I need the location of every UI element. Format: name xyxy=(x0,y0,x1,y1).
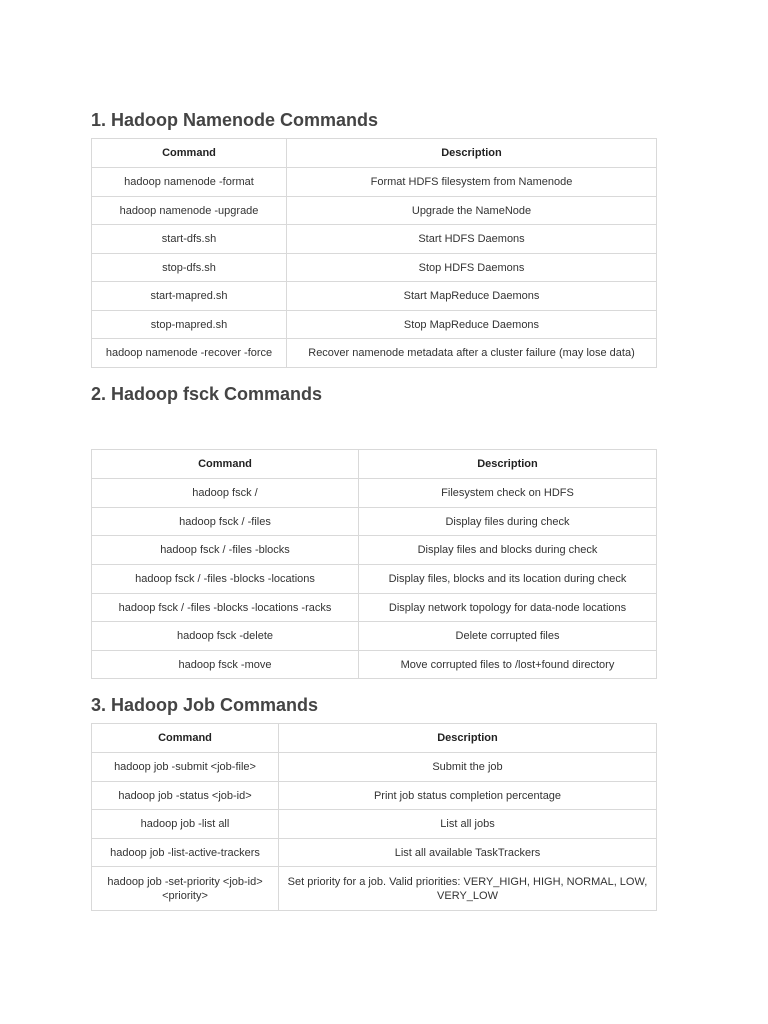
command-cell: hadoop fsck / -files -blocks -locations xyxy=(92,565,359,594)
command-cell: hadoop fsck -delete xyxy=(92,622,359,651)
section-title-fsck: 2. Hadoop fsck Commands xyxy=(91,384,323,404)
table-row xyxy=(92,867,657,911)
command-cell: hadoop namenode -format xyxy=(92,168,287,197)
table-header-row xyxy=(92,139,657,168)
table-row xyxy=(92,311,657,339)
command-cell: hadoop fsck -move xyxy=(92,651,359,679)
description-cell: Display files and blocks during check xyxy=(359,536,657,565)
description-cell: Stop MapReduce Daemons xyxy=(287,311,657,339)
table-row xyxy=(92,282,657,311)
description-cell: Submit the job xyxy=(279,753,657,782)
description-cell: Stop HDFS Daemons xyxy=(287,254,657,282)
description-cell: Print job status completion percentage xyxy=(279,782,657,810)
command-cell: hadoop namenode -upgrade xyxy=(92,197,287,225)
column-header-command: Command xyxy=(92,724,279,753)
description-cell: List all jobs xyxy=(279,810,657,839)
column-header-description: Description xyxy=(279,724,657,753)
section-title-job: 3. Hadoop Job Commands xyxy=(91,695,319,715)
table-header-row xyxy=(92,450,657,479)
table-row xyxy=(92,810,657,839)
table-row xyxy=(92,622,657,651)
table-row xyxy=(92,508,657,536)
command-cell: start-dfs.sh xyxy=(92,225,287,254)
table-row xyxy=(92,565,657,594)
command-cell: hadoop job -status <job-id> xyxy=(92,782,279,810)
command-cell: stop-mapred.sh xyxy=(92,311,287,339)
description-cell: Set priority for a job. Valid priorities: VERY_HIGH, HIGH, NORMAL, LOW, VERY_LOW xyxy=(279,867,657,911)
table-row xyxy=(92,782,657,810)
job-commands-table xyxy=(91,723,657,911)
command-cell: hadoop namenode -recover -force xyxy=(92,339,287,368)
section-title-namenode: 1. Hadoop Namenode Commands xyxy=(91,110,379,130)
table-row xyxy=(92,839,657,867)
command-cell: start-mapred.sh xyxy=(92,282,287,311)
description-cell: Recover namenode metadata after a cluster failure (may lose data) xyxy=(287,339,657,368)
description-cell: Display network topology for data-node locations xyxy=(359,594,657,622)
column-header-description: Description xyxy=(359,450,657,479)
table-row xyxy=(92,753,657,782)
description-cell: Move corrupted files to /lost+found directory xyxy=(359,651,657,679)
command-cell: hadoop job -set-priority <job-id> <priority> xyxy=(92,867,279,911)
column-header-command: Command xyxy=(92,450,359,479)
command-cell: hadoop job -list all xyxy=(92,810,279,839)
command-cell: hadoop job -list-active-trackers xyxy=(92,839,279,867)
command-cell: hadoop job -submit <job-file> xyxy=(92,753,279,782)
table-row xyxy=(92,197,657,225)
description-cell: Display files during check xyxy=(359,508,657,536)
description-cell: Display files, blocks and its location during check xyxy=(359,565,657,594)
table-header-row xyxy=(92,724,657,753)
command-cell: stop-dfs.sh xyxy=(92,254,287,282)
description-cell: List all available TaskTrackers xyxy=(279,839,657,867)
column-header-description: Description xyxy=(287,139,657,168)
table-row xyxy=(92,339,657,368)
namenode-commands-table xyxy=(91,138,657,368)
command-cell: hadoop fsck / -files xyxy=(92,508,359,536)
command-cell: hadoop fsck / -files -blocks -locations -racks xyxy=(92,594,359,622)
description-cell: Start MapReduce Daemons xyxy=(287,282,657,311)
command-cell: hadoop fsck / xyxy=(92,479,359,508)
description-cell: Upgrade the NameNode xyxy=(287,197,657,225)
description-cell: Delete corrupted files xyxy=(359,622,657,651)
table-row xyxy=(92,168,657,197)
table-row xyxy=(92,225,657,254)
table-row xyxy=(92,594,657,622)
description-cell: Start HDFS Daemons xyxy=(287,225,657,254)
table-row xyxy=(92,254,657,282)
table-row xyxy=(92,479,657,508)
fsck-commands-table xyxy=(91,449,657,679)
table-row xyxy=(92,536,657,565)
column-header-command: Command xyxy=(92,139,287,168)
description-cell: Filesystem check on HDFS xyxy=(359,479,657,508)
command-cell: hadoop fsck / -files -blocks xyxy=(92,536,359,565)
description-cell: Format HDFS filesystem from Namenode xyxy=(287,168,657,197)
table-row xyxy=(92,651,657,679)
